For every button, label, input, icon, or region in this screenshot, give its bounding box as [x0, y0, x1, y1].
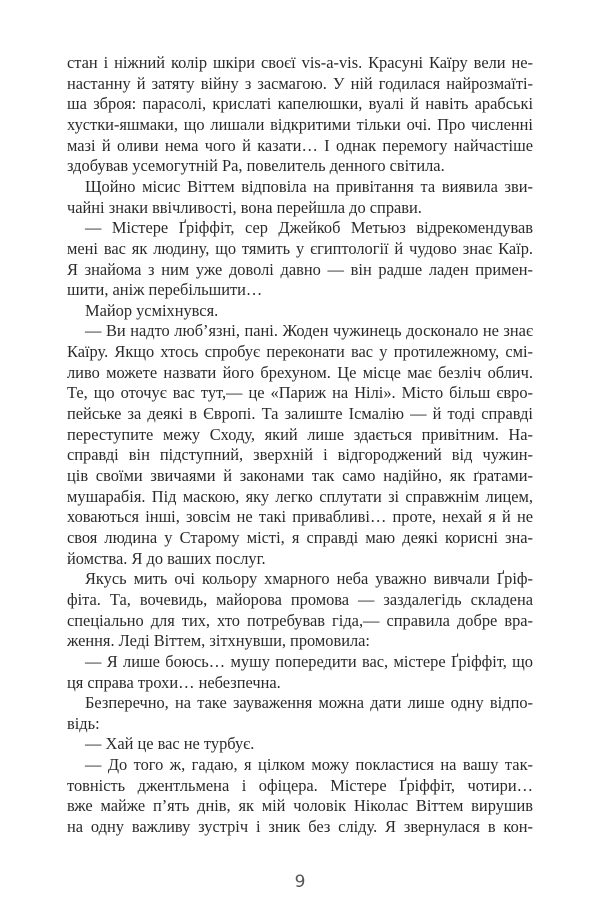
- text-line: — Ви надто люб’язні, пані. Жоден чужинець досконало не знає: [85, 321, 533, 341]
- text-line: пейське за деякі в Європі. Та залиште Ісмалію — й тоді справді: [67, 404, 533, 424]
- text-line: мені вас як людину, що тямить у єгиптології й чудово знає Каїр.: [67, 238, 533, 258]
- text-line: товність джентльмена і офіцера. Містере Ґріффіт, чотири…: [67, 775, 533, 795]
- text-line: вже майже п’ять днів, як мій чоловік Ніколас Віттем вирушив: [67, 796, 533, 816]
- text-line: ця справа трохи… небезпечна.: [67, 672, 281, 692]
- text-line: йомства. Я до ваших послуг.: [67, 548, 266, 568]
- text-line: — Хай це вас не турбує.: [85, 734, 255, 754]
- text-line: — До того ж, гадаю, я цілком можу покластися на вашу так-: [85, 755, 533, 775]
- text-line: Я знайома з ним уже доволі давно — він радше ладен примен-: [67, 259, 533, 279]
- text-line: справді він підступний, зверхній і відгороджений від чужин-: [67, 445, 533, 465]
- text-line: шити, аніж перебільшити…: [67, 280, 263, 300]
- text-line: ців своїми звичаями й законами так само надійно, як ґратами-: [67, 466, 533, 485]
- text-line: стан і ніжний колір шкіри своєї vis-a-vis. Красуні Каїру вели не-: [67, 53, 533, 72]
- text-line: відь:: [67, 713, 100, 733]
- text-line: мушарабія. Під маскою, яку легко сплутати зі справжнім лицем,: [67, 486, 533, 506]
- text-line: на одну важливу зустріч і зник без сліду. Я звернулася в кон-: [67, 817, 533, 837]
- text-line: настанну й затяту війну з засмагою. У ній годилася найрозмаїті-: [67, 73, 533, 93]
- text-line: — Я лише боюсь… мушу попередити вас, містере Ґріффіт, що: [85, 651, 533, 671]
- text-line: ша зброя: парасолі, крислаті капелюшки, вуалі й навіть арабські: [67, 94, 533, 114]
- text-line: Каїру. Якщо хтось спробує переконати вас у протилежному, смі-: [67, 342, 533, 362]
- text-line: переступите межу Сходу, який лише здається привітним. На-: [67, 424, 533, 444]
- text-line: Майор усміхнувся.: [85, 300, 219, 320]
- text-line: ховаються інші, зовсім не такі привабливі… проте, нехай я й не: [67, 507, 533, 527]
- text-line: спеціально для тих, хто потребував гіда,— справила добре вра-: [67, 610, 533, 630]
- text-line: мазі й оливи нема чого й казати… І однак перемогу найчастіше: [67, 135, 533, 155]
- text-line: ження. Леді Віттем, зітхнувши, промовила:: [67, 631, 370, 651]
- text-line: хустки-яшмаки, що лишали відкритими тільки очі. Про численні: [67, 114, 533, 134]
- text-line: чайні знаки ввічливості, вона перейшла до справи.: [67, 197, 422, 217]
- text-line: Безперечно, на таке зауваження можна дати лише одну відпо-: [85, 693, 533, 713]
- text-line: Щойно місис Віттем відповіла на привітання та виявила зви-: [85, 176, 533, 196]
- text-line: Якусь мить очі кольору хмарного неба уважно вивчали Ґріф-: [85, 569, 533, 589]
- page-number: 9: [294, 872, 306, 892]
- text-line: фіта. Та, вочевидь, майорова промова — заздалегідь складена: [67, 589, 533, 609]
- text-line: — Містере Ґріффіт, сер Джейкоб Метьюз відрекомендував: [85, 218, 533, 238]
- text-line: Те, що оточує вас тут,— це «Париж на Нілі». Місто більш євро-: [67, 383, 533, 403]
- text-line: ливо можете назвати його брехуном. Це місце має безліч облич.: [67, 362, 533, 382]
- text-line: здобував усемогутній Ра, повелитель денного світила.: [67, 156, 445, 176]
- text-line: своя людина у Старому місті, я справді маю деякі корисні зна-: [67, 527, 533, 547]
